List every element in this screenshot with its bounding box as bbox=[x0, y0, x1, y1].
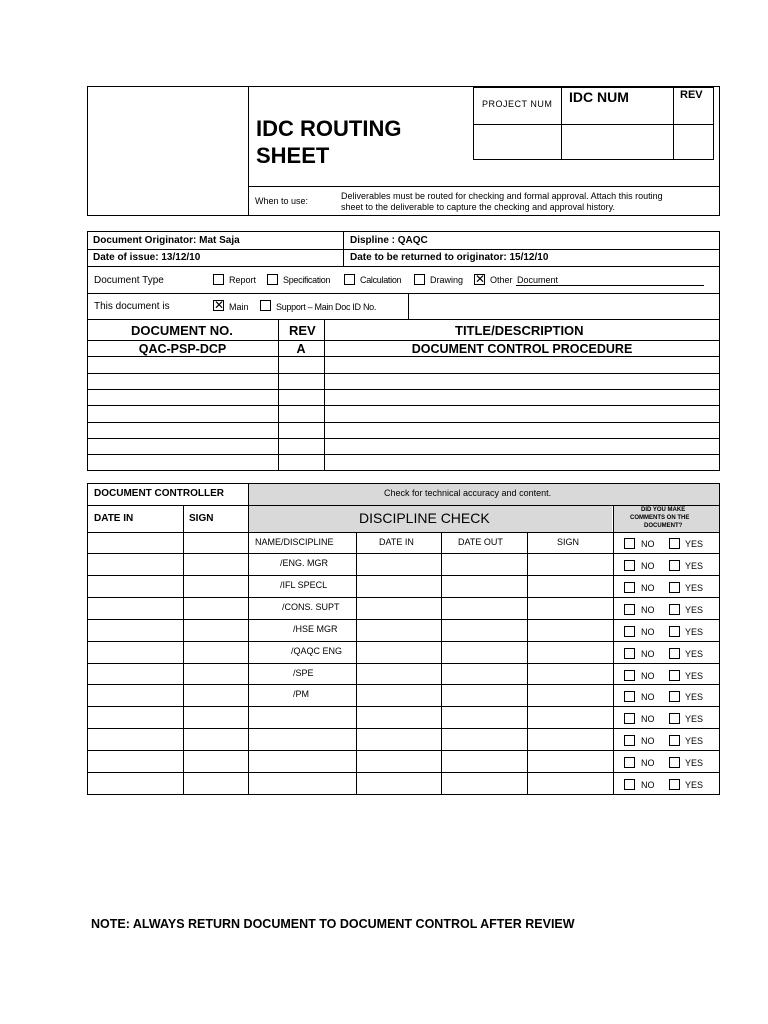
yes-checkbox[interactable] bbox=[669, 648, 680, 659]
yes-checkbox[interactable] bbox=[669, 560, 680, 571]
date-returned-field: Date to be returned to originator: 15/12/10 bbox=[350, 252, 549, 263]
when-divider bbox=[248, 186, 720, 187]
when-to-use-text-2: sheet to the deliverable to capture the checking and approval history. bbox=[341, 202, 616, 212]
no-label: NO bbox=[641, 692, 655, 702]
discipline-name: /IFL SPECL bbox=[280, 580, 328, 590]
project-num-label: PROJECT NUM bbox=[482, 99, 553, 109]
sub-name-discipline: NAME/DISCIPLINE bbox=[255, 537, 334, 547]
yes-checkbox[interactable] bbox=[669, 538, 680, 549]
discipline-name: /QAQC ENG bbox=[291, 646, 343, 656]
document-type-label: Document Type bbox=[94, 275, 164, 286]
no-label: NO bbox=[641, 605, 655, 615]
project-num-divider bbox=[473, 124, 714, 125]
originator-field: Document Originator: Mat Saja bbox=[93, 235, 240, 246]
doc-row-line bbox=[87, 373, 720, 374]
sign-label: SIGN bbox=[189, 513, 214, 524]
support-checkbox[interactable] bbox=[260, 300, 271, 311]
no-label: NO bbox=[641, 671, 655, 681]
col-title: TITLE/DESCRIPTION bbox=[455, 323, 584, 338]
when-to-use-text-1: Deliverables must be routed for checking and formal approval. Attach this routing bbox=[341, 191, 663, 201]
info-line-3 bbox=[87, 293, 720, 294]
yes-checkbox[interactable] bbox=[669, 691, 680, 702]
date-of-issue-field: Date of issue: 13/12/10 bbox=[93, 252, 201, 263]
routing-row-line bbox=[87, 772, 720, 773]
no-checkbox[interactable] bbox=[624, 735, 635, 746]
discipline-name: /PM bbox=[293, 689, 310, 699]
no-label: NO bbox=[641, 561, 655, 571]
check-note: Check for technical accuracy and content. bbox=[384, 488, 552, 498]
no-checkbox[interactable] bbox=[624, 560, 635, 571]
yes-checkbox[interactable] bbox=[669, 604, 680, 615]
doc-row-line bbox=[87, 422, 720, 423]
specification-label: Specification bbox=[283, 275, 331, 285]
yes-checkbox[interactable] bbox=[669, 735, 680, 746]
yes-checkbox[interactable] bbox=[669, 779, 680, 790]
routing-v-comments bbox=[613, 505, 614, 795]
logo-area bbox=[88, 87, 247, 215]
routing-row-line bbox=[87, 684, 720, 685]
doc-header-line bbox=[87, 340, 720, 341]
routing-line-2 bbox=[87, 532, 720, 533]
doc-cell-rev[interactable]: A bbox=[296, 342, 306, 356]
doc-row-line bbox=[87, 389, 720, 390]
comments-question-2: COMMENTS ON THE bbox=[630, 515, 690, 521]
yes-label: YES bbox=[685, 539, 704, 549]
info-vdivider bbox=[343, 231, 344, 266]
sub-date-out: DATE OUT bbox=[458, 537, 503, 547]
yes-checkbox[interactable] bbox=[669, 626, 680, 637]
main-label: Main bbox=[229, 302, 249, 312]
no-checkbox[interactable] bbox=[624, 670, 635, 681]
discipline-name: /ENG. MGR bbox=[280, 558, 329, 568]
other-underline bbox=[516, 285, 704, 286]
discipline-name: /SPE bbox=[293, 668, 314, 678]
other-checkbox[interactable]: ✕ bbox=[475, 272, 486, 286]
doc-row-line bbox=[87, 356, 720, 357]
routing-v-datein bbox=[183, 505, 184, 795]
specification-checkbox[interactable] bbox=[267, 274, 278, 285]
calculation-checkbox[interactable] bbox=[344, 274, 355, 285]
no-checkbox[interactable] bbox=[624, 713, 635, 724]
when-to-use-label: When to use: bbox=[255, 196, 309, 206]
idc-num-label: IDC NUM bbox=[569, 89, 629, 105]
no-checkbox[interactable] bbox=[624, 757, 635, 768]
routing-row-line bbox=[87, 553, 720, 554]
no-checkbox[interactable] bbox=[624, 538, 635, 549]
yes-label: YES bbox=[685, 671, 704, 681]
no-label: NO bbox=[641, 780, 655, 790]
yes-checkbox[interactable] bbox=[669, 582, 680, 593]
doc-row-line bbox=[87, 454, 720, 455]
drawing-label: Drawing bbox=[430, 275, 464, 285]
yes-checkbox[interactable] bbox=[669, 757, 680, 768]
yes-label: YES bbox=[685, 692, 704, 702]
sub-sign: SIGN bbox=[557, 537, 580, 547]
routing-v-controller bbox=[248, 483, 249, 795]
col-docno: DOCUMENT NO. bbox=[131, 323, 233, 338]
sheet-title-line2: SHEET bbox=[256, 143, 330, 168]
info-line-1 bbox=[87, 249, 720, 250]
routing-row-line bbox=[87, 706, 720, 707]
other-value: Document bbox=[517, 275, 559, 285]
col-rev: REV bbox=[289, 323, 316, 338]
routing-row-line bbox=[87, 663, 720, 664]
no-label: NO bbox=[641, 627, 655, 637]
support-vdivider bbox=[408, 293, 409, 319]
sheet-title-line1: IDC ROUTING bbox=[256, 116, 402, 141]
calculation-label: Calculation bbox=[360, 275, 402, 285]
drawing-checkbox[interactable] bbox=[414, 274, 425, 285]
routing-row-line bbox=[87, 619, 720, 620]
no-label: NO bbox=[641, 583, 655, 593]
no-checkbox[interactable] bbox=[624, 779, 635, 790]
comments-question-1: DID YOU MAKE bbox=[641, 507, 686, 513]
logo-divider bbox=[248, 86, 249, 216]
doc-cell-title[interactable]: DOCUMENT CONTROL PROCEDURE bbox=[411, 342, 633, 356]
rev-divider bbox=[673, 87, 674, 160]
date-in-label: DATE IN bbox=[94, 513, 134, 524]
yes-label: YES bbox=[685, 780, 704, 790]
discipline-check-label: DISCIPLINE CHECK bbox=[359, 510, 490, 526]
routing-line-1 bbox=[87, 505, 720, 506]
rev-vdivider bbox=[324, 319, 325, 471]
routing-row-line bbox=[87, 750, 720, 751]
yes-label: YES bbox=[685, 758, 704, 768]
yes-label: YES bbox=[685, 561, 704, 571]
main-checkbox[interactable]: ✕ bbox=[214, 298, 225, 312]
sub-date-in: DATE IN bbox=[379, 537, 414, 547]
yes-label: YES bbox=[685, 605, 704, 615]
docno-vdivider bbox=[278, 319, 279, 471]
yes-label: YES bbox=[685, 714, 704, 724]
no-checkbox[interactable] bbox=[624, 691, 635, 702]
discipline-name: /CONS. SUPT bbox=[282, 602, 340, 612]
doc-cell-docno[interactable]: QAC-PSP-DCP bbox=[138, 342, 227, 356]
support-label: Support – Main Doc ID No. bbox=[276, 302, 377, 312]
idc-divider bbox=[561, 87, 562, 160]
discipline-name: /HSE MGR bbox=[293, 624, 338, 634]
no-checkbox[interactable] bbox=[624, 648, 635, 659]
yes-checkbox[interactable] bbox=[669, 713, 680, 724]
doc-controller-label: DOCUMENT CONTROLLER bbox=[94, 488, 224, 499]
no-label: NO bbox=[641, 758, 655, 768]
routing-row-line bbox=[87, 641, 720, 642]
no-label: NO bbox=[641, 539, 655, 549]
yes-label: YES bbox=[685, 736, 704, 746]
comments-question-3: DOCUMENT? bbox=[644, 523, 683, 529]
report-checkbox[interactable] bbox=[213, 274, 224, 285]
info-line-2 bbox=[87, 266, 720, 267]
discipline-field: Displine : QAQC bbox=[350, 235, 428, 246]
routing-row-line bbox=[87, 575, 720, 576]
no-checkbox[interactable] bbox=[624, 582, 635, 593]
doc-row-line bbox=[87, 405, 720, 406]
yes-checkbox[interactable] bbox=[669, 670, 680, 681]
info-line-4 bbox=[87, 319, 720, 320]
return-note: NOTE: ALWAYS RETURN DOCUMENT TO DOCUMENT CONTROL AFTER REVIEW bbox=[91, 917, 575, 931]
doc-row-line bbox=[87, 438, 720, 439]
report-label: Report bbox=[229, 275, 257, 285]
no-label: NO bbox=[641, 649, 655, 659]
routing-row-line bbox=[87, 728, 720, 729]
routing-row-line bbox=[87, 597, 720, 598]
no-label: NO bbox=[641, 714, 655, 724]
yes-label: YES bbox=[685, 583, 704, 593]
yes-label: YES bbox=[685, 627, 704, 637]
yes-label: YES bbox=[685, 649, 704, 659]
no-label: NO bbox=[641, 736, 655, 746]
no-checkbox[interactable] bbox=[624, 604, 635, 615]
no-checkbox[interactable] bbox=[624, 626, 635, 637]
other-label: Other bbox=[490, 275, 513, 285]
this-document-label: This document is bbox=[94, 301, 170, 312]
rev-label: REV bbox=[680, 89, 703, 101]
